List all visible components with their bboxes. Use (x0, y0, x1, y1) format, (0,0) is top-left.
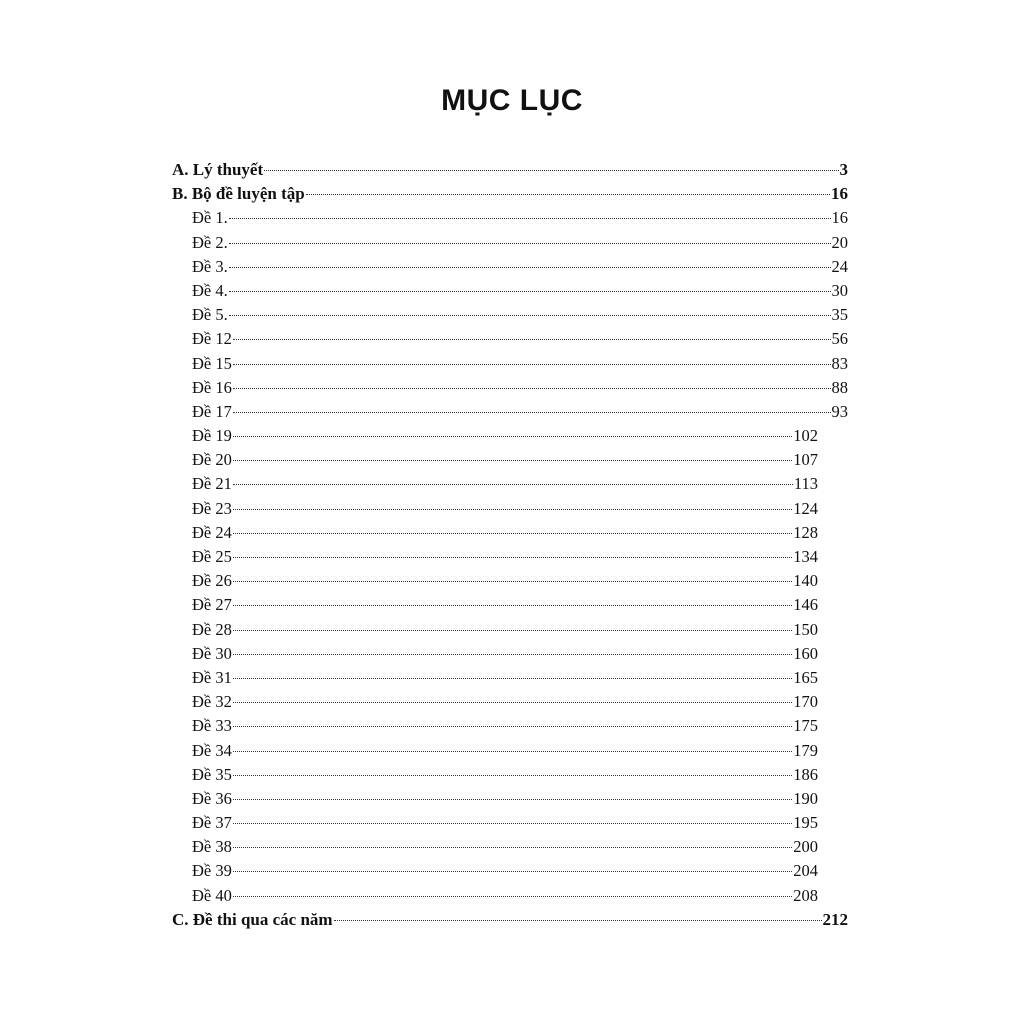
toc-page-number: 190 (793, 788, 818, 808)
toc-page-number: 195 (793, 813, 818, 833)
dot-leader (233, 676, 792, 679)
toc-entry-row (172, 714, 848, 738)
toc-page-number: 56 (831, 329, 848, 349)
toc-entry-row (172, 303, 848, 327)
page-title: MỤC LỤC (441, 84, 583, 117)
toc-entry-row (172, 279, 848, 303)
dot-leader (233, 845, 792, 848)
toc-entry-label: Đề 4. (192, 280, 228, 300)
toc-entry-label: Đề 36 (192, 788, 232, 808)
toc-entry-label: Đề 17 (192, 401, 232, 421)
toc-entry-label: Đề 23 (192, 498, 232, 518)
toc-entry-label: Đề 35 (192, 764, 232, 784)
toc-entry-row (172, 690, 848, 714)
toc-entry-row (172, 859, 848, 883)
table-of-contents (172, 158, 848, 932)
toc-entry-row (172, 376, 848, 400)
dot-leader (233, 749, 792, 752)
toc-page-number: 24 (831, 256, 848, 276)
dot-leader (233, 337, 831, 340)
toc-entry-row (172, 472, 848, 496)
dot-leader (233, 894, 792, 897)
toc-page-number: 170 (793, 692, 818, 712)
toc-entry-label: Đề 3. (192, 256, 228, 276)
toc-entry-label: Đề 33 (192, 716, 232, 736)
toc-page-number: 3 (839, 160, 848, 179)
toc-entry-label: Đề 27 (192, 595, 232, 615)
toc-entry-label: Đề 24 (192, 522, 232, 542)
toc-page-number: 16 (831, 208, 848, 228)
toc-entry-label: Đề 30 (192, 643, 232, 663)
toc-entry-label: Đề 31 (192, 667, 232, 687)
dot-leader (264, 168, 838, 171)
toc-section-row (172, 908, 848, 932)
toc-page-number: 150 (793, 619, 818, 639)
toc-page-number: 93 (831, 401, 848, 421)
toc-page-number: 128 (793, 522, 818, 542)
toc-page-number: 16 (831, 184, 848, 204)
toc-entry-label: Đề 2. (192, 232, 228, 252)
toc-entry-row (172, 811, 848, 835)
toc-entry-row (172, 255, 848, 279)
toc-page-number: 20 (831, 232, 848, 252)
dot-leader (233, 797, 792, 800)
toc-entry-label: Đề 20 (192, 450, 232, 470)
toc-entry-label: Đề 25 (192, 547, 232, 566)
toc-entry-row (172, 497, 848, 521)
toc-page-number: 200 (793, 837, 818, 857)
toc-entry-row (172, 618, 848, 642)
toc-page-number: 208 (793, 885, 818, 905)
dot-leader (233, 386, 831, 389)
toc-page-number: 83 (831, 353, 848, 373)
toc-entry-label: Đề 15 (192, 353, 232, 373)
toc-page-number: 165 (793, 667, 818, 687)
toc-entry-row (172, 206, 848, 230)
toc-entry-row (172, 448, 848, 472)
toc-page-number: 179 (793, 740, 818, 760)
toc-entry-row (172, 231, 848, 255)
dot-leader (229, 265, 831, 268)
dot-leader (233, 869, 792, 872)
toc-entry-label: Đề 12 (192, 329, 232, 349)
dot-leader (233, 724, 792, 727)
toc-entry-label: Đề 26 (192, 571, 232, 591)
dot-leader (233, 434, 792, 437)
toc-page-number: 102 (793, 426, 818, 446)
toc-section-row (172, 182, 848, 206)
toc-page-number: 160 (793, 643, 818, 663)
toc-page-number: 175 (793, 716, 818, 736)
toc-entry-label: B. Bộ đề luyện tập (172, 184, 305, 204)
toc-page-number: 35 (831, 305, 848, 325)
dot-leader (229, 241, 831, 244)
toc-section-row (172, 158, 848, 182)
toc-page-number: 107 (793, 450, 818, 470)
toc-entry-label: Đề 28 (192, 619, 232, 639)
dot-leader (233, 362, 831, 365)
dot-leader (233, 652, 792, 655)
toc-entry-row (172, 424, 848, 448)
dot-leader (229, 313, 831, 316)
toc-entry-label: Đề 40 (192, 885, 232, 905)
toc-entry-row (172, 642, 848, 666)
dot-leader (233, 482, 793, 485)
dot-leader (233, 700, 792, 703)
dot-leader (229, 216, 831, 219)
toc-page-number: 88 (831, 377, 848, 397)
toc-entry-row (172, 327, 848, 351)
toc-entry-row (172, 739, 848, 763)
toc-entry-row (172, 884, 848, 908)
toc-page-number: 113 (793, 474, 818, 494)
toc-page-number: 212 (822, 909, 848, 929)
toc-entry-label: Đề 1. (192, 208, 228, 228)
toc-entry-row (172, 545, 848, 569)
dot-leader (233, 410, 831, 413)
toc-entry-label: Đề 37 (192, 813, 232, 833)
dot-leader (233, 507, 792, 510)
toc-entry-label: A. Lý thuyết (172, 160, 264, 179)
toc-entry-label: Đề 39 (192, 861, 232, 881)
toc-page-number: 30 (831, 280, 848, 300)
toc-entry-label: Đề 32 (192, 692, 232, 712)
toc-entry-row (172, 763, 848, 787)
toc-entry-label: C. Đề thi qua các năm (172, 909, 333, 929)
dot-leader (229, 289, 831, 292)
dot-leader (334, 918, 822, 921)
dot-leader (233, 603, 792, 606)
dot-leader (233, 555, 792, 558)
toc-entry-row (172, 521, 848, 545)
dot-leader (233, 458, 792, 461)
toc-entry-row (172, 787, 848, 811)
toc-page-number: 134 (793, 547, 818, 566)
dot-leader (233, 531, 792, 534)
toc-page-number: 146 (793, 595, 818, 615)
toc-entry-row (172, 835, 848, 859)
dot-leader (233, 821, 792, 824)
toc-entry-label: Đề 16 (192, 377, 232, 397)
toc-page-number: 140 (793, 571, 818, 591)
dot-leader (233, 579, 792, 582)
toc-entry-row (172, 352, 848, 376)
dot-leader (306, 192, 830, 195)
toc-entry-label: Đề 34 (192, 740, 232, 760)
toc-entry-row (172, 569, 848, 593)
toc-entry-label: Đề 5. (192, 305, 228, 325)
toc-entry-row (172, 400, 848, 424)
dot-leader (233, 628, 792, 631)
toc-entry-row (172, 593, 848, 617)
toc-page-number: 204 (793, 861, 818, 881)
toc-page-number: 186 (793, 764, 818, 784)
toc-page-number: 124 (793, 498, 818, 518)
toc-entry-row (172, 666, 848, 690)
dot-leader (233, 773, 792, 776)
toc-entry-label: Đề 38 (192, 837, 232, 857)
toc-entry-label: Đề 19 (192, 426, 232, 446)
toc-entry-label: Đề 21 (192, 474, 232, 494)
